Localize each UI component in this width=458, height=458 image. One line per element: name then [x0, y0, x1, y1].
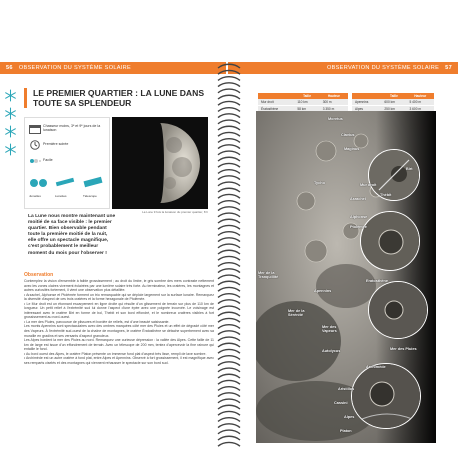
inset-archimede [351, 363, 421, 429]
spiral-ring [218, 374, 240, 378]
label-tycho: Tycho [314, 181, 325, 185]
right-page-number: 57 [445, 65, 452, 71]
table-cell: Ératosthène [258, 106, 294, 113]
label-birt: Birt [406, 167, 413, 171]
spiral-ring [218, 244, 240, 248]
spiral-ring [218, 157, 240, 161]
spiral-ring [218, 418, 240, 422]
spiral-ring [218, 83, 240, 87]
table-cell: 5 400 m [406, 99, 434, 106]
spiral-ring [218, 145, 240, 149]
inset-mer-des-pluies [368, 281, 428, 339]
table-cell: Alpes [352, 106, 381, 113]
table-cell: 3 350 m [320, 106, 348, 113]
calendar-icon [29, 124, 41, 134]
snowflake-icon [4, 89, 17, 102]
spiral-ring [218, 436, 240, 440]
spiral-ring [218, 430, 240, 434]
spiral-ring [218, 287, 240, 291]
label-alpes: Alpes [344, 415, 355, 419]
intro-text: La Lune nous montre maintenant une moitié de sa face visible : le premier quartier. Bien observable pendant toute la première moitié de la nuit, elle offre un spectacle magnifique, c'est probablement le meilleur moment du mois pour l'observer ! [28, 214, 116, 256]
label-arzachel: Arzachel [350, 197, 366, 201]
photo-caption: La Lune 9 fois la lunaison du premier quartier, 8 h [142, 210, 208, 214]
right-banner-text: OBSERVATION DU SYSTÈME SOLAIRE [326, 65, 440, 71]
table-header: Taille [294, 93, 319, 99]
label-thebit: Thébit [380, 193, 392, 197]
page-title: LE PREMIER QUARTIER : LA LUNE DANS TOUTE SA SPLENDEUR [24, 88, 224, 108]
spiral-ring [218, 263, 240, 267]
spiral-ring [218, 256, 240, 260]
spiral-ring [218, 411, 240, 415]
spiral-ring [218, 356, 240, 360]
table-cell: 58 km [294, 106, 319, 113]
body-paragraph: Les Alpes bordent la mer des Pluies au nord. Remarquez une curieuse dépression : la vallée des Alpes. Cette faille de 11 km de large est issue d'un effondrement de terrain. Avec un télescope de 200 mm, tentez d'apercevoir la fine rainure qui entaille le fond. [24, 338, 214, 352]
snowflake-icon [4, 125, 17, 138]
spiral-ring [218, 163, 240, 167]
label-platon: Platon [340, 429, 352, 433]
label-mur-droit: Mur droit [360, 183, 377, 187]
spiral-ring [218, 387, 240, 391]
inset-image [369, 150, 420, 201]
spiral-ring [218, 151, 240, 155]
label-eratosthene: Eratosthène [366, 279, 388, 283]
table-cell: 3 600 m [406, 106, 434, 113]
snowflake-icon [4, 107, 17, 120]
info-time: Première soirée [43, 142, 69, 146]
spiral-ring [218, 399, 240, 403]
spiral-ring [218, 77, 240, 81]
body-paragraph: • Archimède est un autre cratère à fond plat, entre Alpes et Apennins. Observé à fort grossissement, il est magnifique avec ses remparts ciselés et des montagnes qui viennent rehausser le spectacle sur son bord sud. [24, 356, 214, 365]
snowflake-icon [4, 143, 17, 156]
spiral-ring [218, 108, 240, 112]
spiral-ring [218, 312, 240, 316]
spiral-ring [218, 380, 240, 384]
spiral-ring [218, 424, 240, 428]
table-cell: 250 km [381, 106, 406, 113]
spiral-ring [218, 343, 240, 347]
table-header: Hauteur [320, 93, 348, 99]
moon-map [256, 111, 436, 443]
spiral-ring [218, 126, 240, 130]
spiral-ring [218, 132, 240, 136]
info-telescope: Télescope [83, 194, 97, 198]
spiral-ring [218, 349, 240, 353]
inset-image [369, 282, 428, 339]
spiral-ring [218, 213, 240, 217]
body-paragraph: • La mer des Pluies, parcourue de plissures et bordée de reliefs, est d'une beauté saisissante. [24, 319, 170, 324]
spiral-ring [218, 70, 240, 74]
info-box [24, 117, 110, 209]
info-difficulty: Facile [43, 158, 53, 162]
inset-eratosthene [360, 211, 420, 271]
info-refractor: Lunettes [55, 194, 67, 198]
label-archimede: Archimède [366, 365, 386, 369]
table-cell: 300 m [320, 99, 348, 106]
spiral-ring [218, 201, 240, 205]
label-mer-vapeurs: Mer des Vapeurs [322, 325, 337, 334]
info-period: Chasseur moins, 3ᵉ et 9ᵉ jours de la lunaison [43, 124, 101, 133]
spiral-ring [218, 269, 240, 273]
spiral-ring [218, 331, 240, 335]
telescope-icon [83, 176, 105, 188]
table-cell: 110 km [294, 99, 319, 106]
label-clavius: Clavius [341, 133, 355, 137]
table-cell: 600 km [381, 99, 406, 106]
binoculars-icon [29, 176, 49, 188]
body-paragraph: Contemplez la vision d'ensemble à faible grossissement ; au droit du limbe, le gris sombre des mers contraste nettement avec les zones claires vivement éclairées par une lumière solaire très forte. Au terminateur, les cratères, les montagnes et autres curiosités fortement, il vient une observation plus détaillée. [24, 279, 214, 293]
label-mer-serenite: Mer de la Sérénité [288, 309, 305, 318]
spiral-binding [214, 60, 244, 452]
spiral-ring [218, 306, 240, 310]
moon-photo-image [112, 117, 208, 209]
spiral-ring [218, 368, 240, 372]
refractor-icon [55, 176, 77, 188]
spiral-ring [218, 337, 240, 341]
moon-photo [112, 117, 208, 209]
spiral-ring [218, 207, 240, 211]
spiral-ring [218, 139, 240, 143]
spiral-ring [218, 442, 240, 446]
spiral-ring [218, 238, 240, 242]
label-aristillus: Aristillus [338, 387, 355, 391]
spiral-ring [218, 95, 240, 99]
spiral-ring [218, 318, 240, 322]
table-header: Hauteur [406, 93, 434, 99]
spiral-ring [218, 182, 240, 186]
spiral-ring [218, 219, 240, 223]
table-cell: Apennins [352, 99, 381, 106]
label-maginus: Maginus [344, 147, 360, 151]
spiral-ring [218, 405, 240, 409]
label-autolycus: Autolycus [322, 349, 341, 353]
spiral-ring [218, 325, 240, 329]
spiral-ring [218, 101, 240, 105]
observation-heading: Observation [24, 272, 54, 278]
spiral-ring [218, 300, 240, 304]
label-mer-pluies: Mer des Pluies [390, 347, 417, 351]
spiral-ring [218, 232, 240, 236]
body-paragraph: • Arzachel, Alphonse et Ptolémée forment un trio remarquable qui se déploie largement sur la surface lunaire. Remarquez la diversité d'aspect de ces trois cratères et la forme hexagonale de Ptolémée. [24, 292, 214, 302]
spiral-ring [218, 120, 240, 124]
body-paragraph: • Le Mur droit est un étonnant escarpement en ligne droite qui résulte d'un glissement de terrain sur plus de 110 km de longueur. Un petit relief à l'extrémité sud lui donne l'aspect d'une épée avec une poignée incurvée. Le voisinage est intéressant avec le cratère Birt en forme de bol, Thebit et son bord effondré, et le nombreux cratères visibles à fort grossissement au nord-ouest. [24, 301, 214, 320]
inset-image [361, 212, 420, 271]
body-paragraph: Les monts Apennins sont spectaculaires avec des ombres marquées côté mer des Pluies et un effet de dégradé côté mer des Vapeurs. À l'extrémité sud-ouest de la chaîne de montagnes, le cratère Ératosthène se détache superbement avec sa muraille en gradins et ses versants d'aspect granuleux. [24, 324, 214, 338]
label-alphonse: Alphonse [350, 215, 368, 219]
left-banner-text: OBSERVATION DU SYSTÈME SOLAIRE [18, 65, 132, 71]
label-mer-tranquillite: Mer de la Tranquillité [258, 271, 279, 280]
spiral-ring [218, 281, 240, 285]
spiral-ring [218, 188, 240, 192]
label-cassini: Cassini [334, 401, 348, 405]
spiral-ring [218, 393, 240, 397]
spiral-ring [218, 250, 240, 254]
right-banner [228, 62, 458, 74]
size-table-left [258, 93, 348, 113]
difficulty-icon [29, 156, 41, 166]
label-ptolemee: Ptolémée [350, 225, 367, 229]
table-cell: Mur droit [258, 99, 294, 106]
left-page [0, 62, 226, 448]
spiral-ring [218, 225, 240, 229]
spiral-ring [218, 194, 240, 198]
table-header: Taille [381, 93, 406, 99]
inset-image [352, 364, 421, 429]
spiral-ring [218, 362, 240, 366]
size-table-right [352, 93, 434, 113]
left-banner [0, 62, 226, 74]
left-page-number: 56 [6, 65, 13, 71]
spiral-ring [218, 89, 240, 93]
spiral-ring [218, 170, 240, 174]
label-apennins: Apennins [314, 289, 332, 293]
body-paragraph: • Au bord ouest des Alpes, le cratère Platon présente un immense fond plat d'aspect très lisse, rempli de lave sombre. [24, 351, 207, 356]
label-moretus: Moretus [328, 117, 343, 121]
spiral-ring [218, 176, 240, 180]
observation-body [24, 279, 214, 365]
info-binoculars: Jumelles [29, 194, 41, 198]
spiral-ring [218, 114, 240, 118]
inset-birt-mur-droit [368, 149, 420, 201]
spiral-ring [218, 275, 240, 279]
clock-icon [29, 140, 41, 150]
spiral-ring [218, 294, 240, 298]
spiral-ring [218, 64, 240, 68]
